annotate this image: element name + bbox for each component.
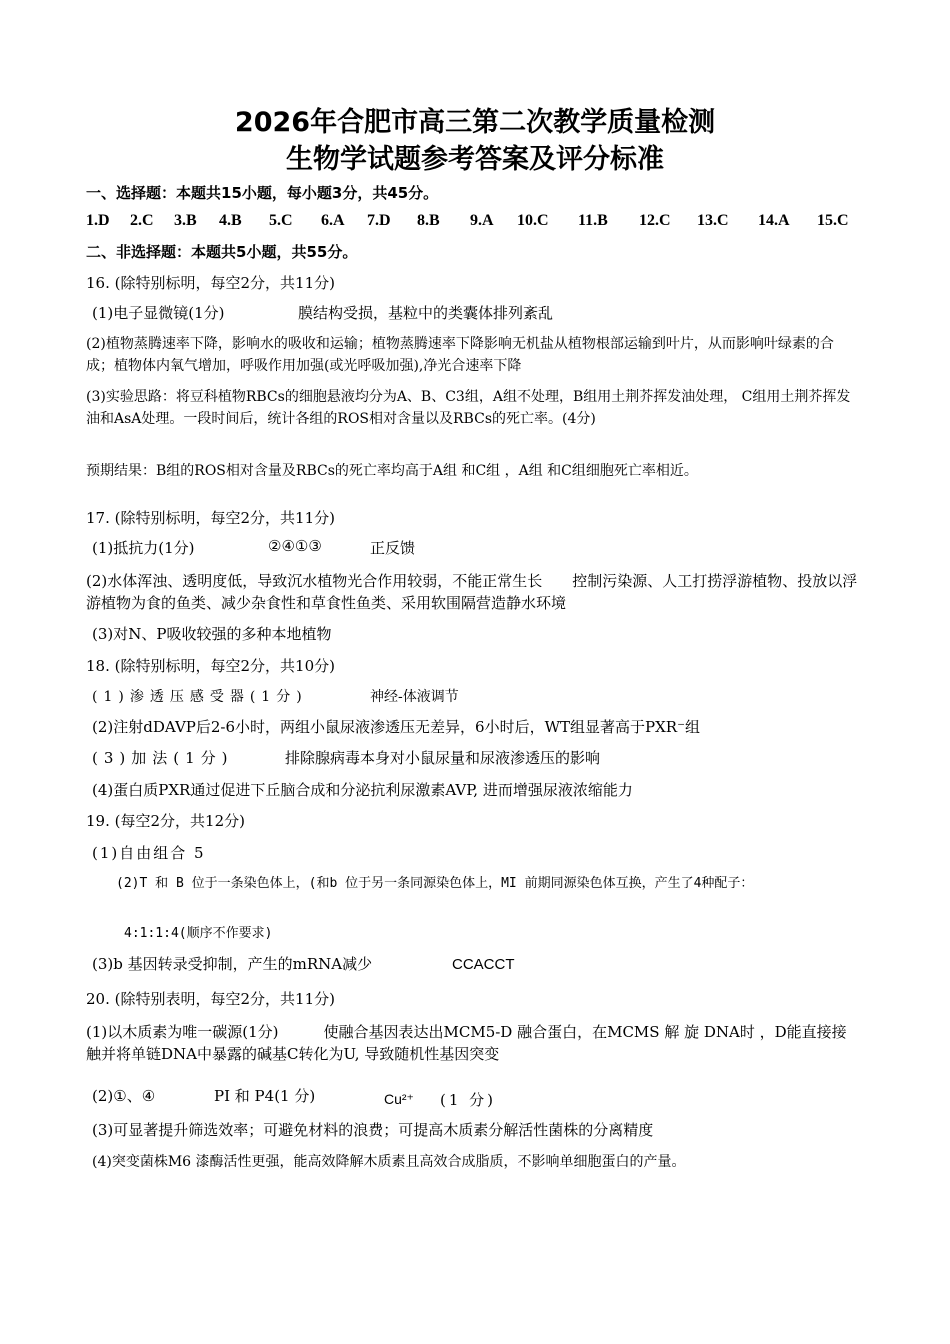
q17-part3-answer: (3)对N、P吸收较强的多种本地植物 bbox=[92, 625, 332, 643]
document-subtitle: 生物学试题参考答案及评分标准 bbox=[286, 144, 664, 175]
mc-answer: 6.A bbox=[321, 212, 345, 229]
q16-part2-answer: (2)植物蒸腾速率下降，影响水的吸收和运输；植物蒸腾速率下降影响无机盐从植物根部运输到叶片，从而影响叶绿素的合成；植物体内氧气增加，呼吸作用加强(或光呼吸加强),净光合速率下降 bbox=[86, 336, 834, 374]
mc-answer: 5.C bbox=[269, 212, 293, 229]
q19-part2-answer: (2)T 和 B 位于一条染色体上，(和b 位于另一条同源染色体上，MI 前期同源染色体互换，产生了4种配子： bbox=[116, 876, 754, 891]
mc-answer: 11.B bbox=[578, 212, 608, 229]
mc-answer: 15.C bbox=[817, 212, 849, 229]
q18-part3-answer: (3)加法(1分) bbox=[92, 749, 234, 767]
q20-part3-answer: (3)可显著提升筛选效率；可避免材料的浪费；可提高木质素分解活性菌株的分离精度 bbox=[92, 1121, 654, 1139]
q17-part2-answer: (2)水体浑浊、透明度低，导致沉水植物光合作用较弱，不能正常生长 控制污染源、人工打捞浮游植物、投放以浮游植物为食的鱼类、减少杂食性和草食性鱼类、采用软围隔营造静水环境 bbox=[86, 572, 858, 612]
mc-answer: 3.B bbox=[174, 212, 197, 229]
q20-part2-answer: (2)①、④ bbox=[92, 1087, 156, 1105]
q19-part3-sequence: CCACCT bbox=[452, 956, 515, 973]
mc-answer: 8.B bbox=[417, 212, 440, 229]
q16-part1-answer: (1)电子显微镜(1分) bbox=[92, 304, 225, 322]
q16-header: 16. (除特别标明，每空2分，共11分) bbox=[86, 274, 335, 292]
q20-part2-answer-b: PI 和 P4(1 分) bbox=[214, 1087, 316, 1105]
document-title: 2026年合肥市高三第二次教学质量检测 bbox=[234, 107, 716, 138]
mc-answer: 4.B bbox=[219, 212, 242, 229]
mc-answer: 10.C bbox=[517, 212, 549, 229]
section-2-heading: 二、非选择题：本题共5小题，共55分。 bbox=[86, 243, 358, 261]
mc-answer: 13.C bbox=[697, 212, 729, 229]
q20-part4-answer: (4)突变菌株M6 漆酶活性更强，能高效降解木质素且高效合成脂质，不影响单细胞蛋白的产量。 bbox=[92, 1154, 686, 1170]
q16-part3-answer: (3)实验思路：将豆科植物RBCs的细胞悬液均分为A、B、C3组，A组不处理，B组用土荆芥挥发油处理， C组用土荆芥挥发油和AsA处理。一段时间后，统计各组的ROS相对含量以及RBCs的死亡率。(4分) bbox=[86, 389, 851, 427]
mc-answer: 1.D bbox=[86, 212, 110, 229]
q18-part1-answer-b: 神经-体液调节 bbox=[370, 689, 459, 705]
q18-part4-answer: (4)蛋白质PXR通过促进下丘脑合成和分泌抗利尿激素AVP, 进而增强尿液浓缩能力 bbox=[92, 781, 633, 799]
q19-header: 19. (每空2分，共12分) bbox=[86, 812, 245, 830]
mc-answer: 7.D bbox=[367, 212, 391, 229]
mc-answer: 14.A bbox=[758, 212, 790, 229]
q18-part3-answer-b: 排除腺病毒本身对小鼠尿量和尿液渗透压的影响 bbox=[285, 749, 601, 767]
q16-part1-answer-b: 膜结构受损，基粒中的类囊体排列紊乱 bbox=[298, 304, 554, 322]
q19-part2-ratio: 4:1:1:4(顺序不作要求) bbox=[124, 926, 273, 941]
q20-header: 20. (除特别表明，每空2分，共11分) bbox=[86, 990, 335, 1008]
mc-answer: 2.C bbox=[130, 212, 154, 229]
q16-expected-result: 预期结果：B组的ROS相对含量及RBCs的死亡率均高于A组 和C组 ，A组 和C组细胞死亡率相近。 bbox=[86, 463, 698, 479]
q19-part1-answer: (1)自由组合 5 bbox=[92, 844, 206, 862]
q18-part2-answer: (2)注射dDAVP后2-6小时，两组小鼠尿液渗透压无差异，6小时后，WT组显著高于PXR⁻组 bbox=[92, 718, 700, 736]
q17-part1-answer-c: 正反馈 bbox=[370, 539, 416, 557]
q19-part3-answer: (3)b 基因转录受抑制，产生的mRNA减少 bbox=[92, 955, 373, 973]
q18-header: 18. (除特别标明，每空2分，共10分) bbox=[86, 657, 335, 675]
q17-part1-answer-b: ②④①③ bbox=[268, 537, 322, 555]
q17-part1-answer: (1)抵抗力(1分) bbox=[92, 539, 195, 557]
q18-part1-answer: (1)渗透压感受器(1分) bbox=[92, 689, 308, 705]
q20-part2-score: (1 分) bbox=[440, 1091, 497, 1109]
q17-header: 17. (除特别标明，每空2分，共11分) bbox=[86, 509, 335, 527]
q20-part2-ion: Cu²⁺ bbox=[384, 1091, 414, 1107]
mc-answer: 12.C bbox=[639, 212, 671, 229]
q20-part1-answer: (1)以木质素为唯一碳源(1分) 使融合基因表达出MCM5-D 融合蛋白，在MCMS 解 旋 DNA时 ，D能直接接触并将单链DNA中暴露的碱基C转化为U, 导致随机性基因突变 bbox=[86, 1023, 847, 1063]
section-1-heading: 一、选择题：本题共15小题，每小题3分，共45分。 bbox=[86, 184, 439, 202]
mc-answer: 9.A bbox=[470, 212, 494, 229]
